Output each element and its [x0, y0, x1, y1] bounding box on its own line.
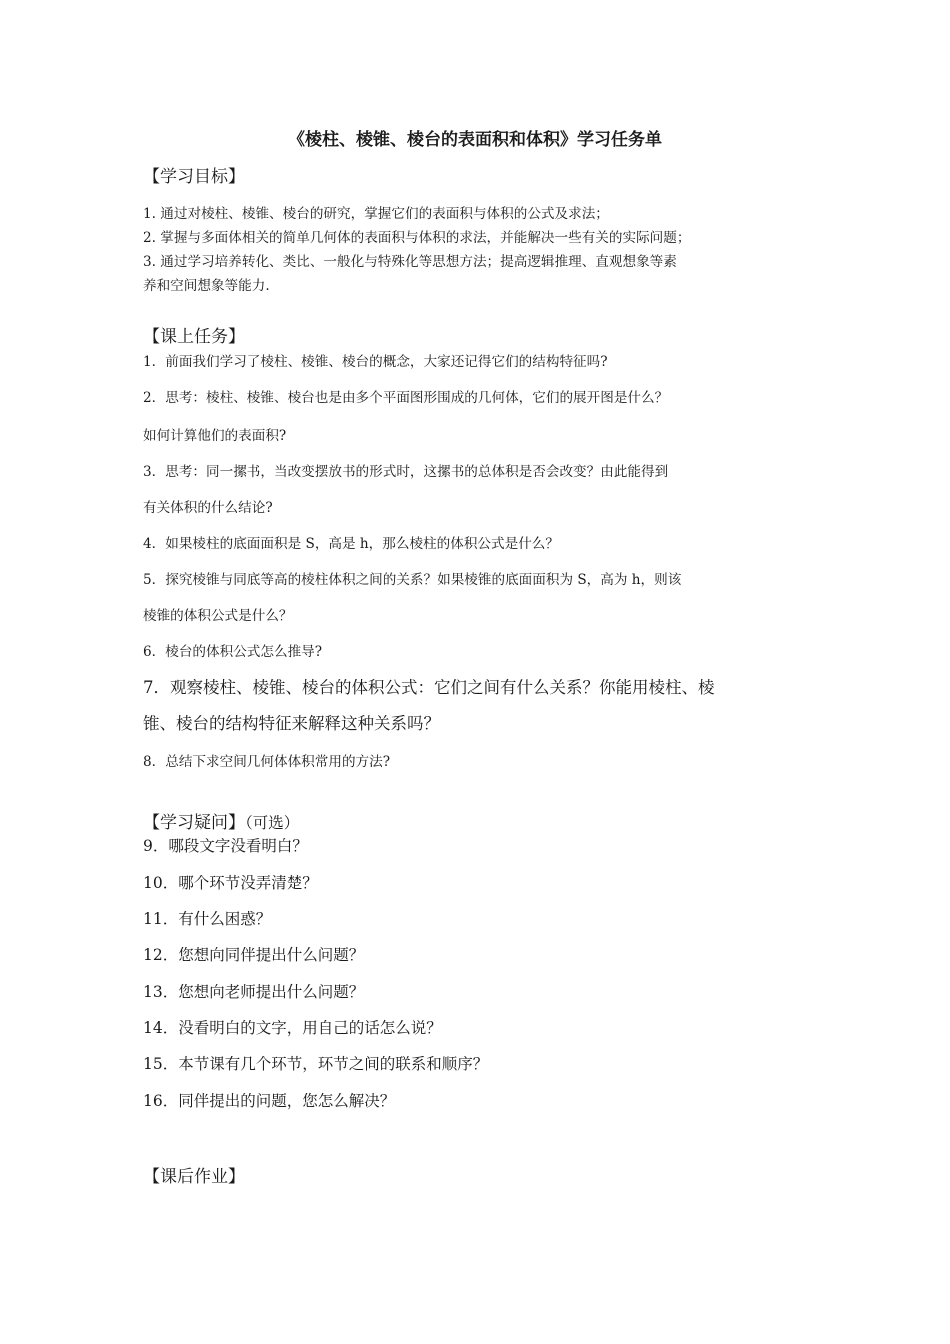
- section-heading-doubts: [143, 808, 299, 833]
- task-line: 锥、棱台的结构特征来解释这种关系吗？: [143, 714, 440, 733]
- task-line: 5．探究棱锥与同底等高的棱柱体积之间的关系？如果棱锥的底面面积为 S，高为 h，则该: [143, 572, 682, 588]
- doubt-line: 12．您想向同伴提出什么问题？: [143, 946, 365, 964]
- doubt-line: 13．您想向老师提出什么问题？: [143, 983, 365, 1001]
- task-line: 4．如果棱柱的底面面积是 S，高是 h，那么棱柱的体积公式是什么？: [143, 536, 559, 552]
- objective-line: 2. 掌握与多面体相关的简单几何体的表面积与体积的求法，并能解决一些有关的实际问题；: [143, 230, 691, 246]
- section-heading-doubts-label: 【学习疑问】: [143, 813, 245, 833]
- doubt-line: 9．哪段文字没看明白？: [143, 837, 308, 855]
- task-line: 3．思考：同一摞书，当改变摆放书的形式时，这摞书的总体积是否会改变？由此能得到: [143, 464, 669, 480]
- task-line: 如何计算他们的表面积?: [143, 428, 287, 444]
- document-title: 《棱柱、棱锥、棱台的表面积和体积》学习任务单: [288, 130, 662, 150]
- optional-note: （可选）: [245, 814, 300, 832]
- objective-line: 养和空间想象等能力.: [143, 278, 270, 294]
- section-heading-tasks: 【课上任务】: [143, 327, 245, 347]
- doubt-line: 16．同伴提出的问题，您怎么解决？: [143, 1092, 396, 1110]
- task-line: 8．总结下求空间几何体体积常用的方法?: [143, 754, 391, 770]
- objective-line: 3. 通过学习培养转化、类比、一般化与特殊化等思想方法；提高逻辑推理、直观想象等素: [143, 254, 677, 270]
- task-line: 7．观察棱柱、棱锥、棱台的体积公式：它们之间有什么关系？你能用棱柱、棱: [143, 678, 715, 697]
- section-heading-objectives: 【学习目标】: [143, 167, 245, 187]
- task-line: 有关体积的什么结论?: [143, 500, 273, 516]
- doubt-line: 14．没看明白的文字，用自己的话怎么说？: [143, 1019, 442, 1037]
- task-line: 棱锥的体积公式是什么？: [143, 608, 293, 624]
- section-heading-homework: 【课后作业】: [143, 1167, 245, 1187]
- task-line: 1．前面我们学习了棱柱、棱锥、棱台的概念，大家还记得它们的结构特征吗?: [143, 354, 608, 370]
- doubt-line: 10．哪个环节没弄清楚？: [143, 874, 318, 892]
- task-line: 2．思考：棱柱、棱锥、棱台也是由多个平面图形围成的几何体，它们的展开图是什么？: [143, 390, 669, 406]
- objective-line: 1. 通过对棱柱、棱锥、棱台的研究，掌握它们的表面积与体积的公式及求法；: [143, 206, 609, 222]
- doubt-line: 11．有什么困惑？: [143, 910, 272, 928]
- task-line: 6．棱台的体积公式怎么推导?: [143, 644, 323, 660]
- doubt-line: 15．本节课有几个环节，环节之间的联系和顺序？: [143, 1055, 489, 1073]
